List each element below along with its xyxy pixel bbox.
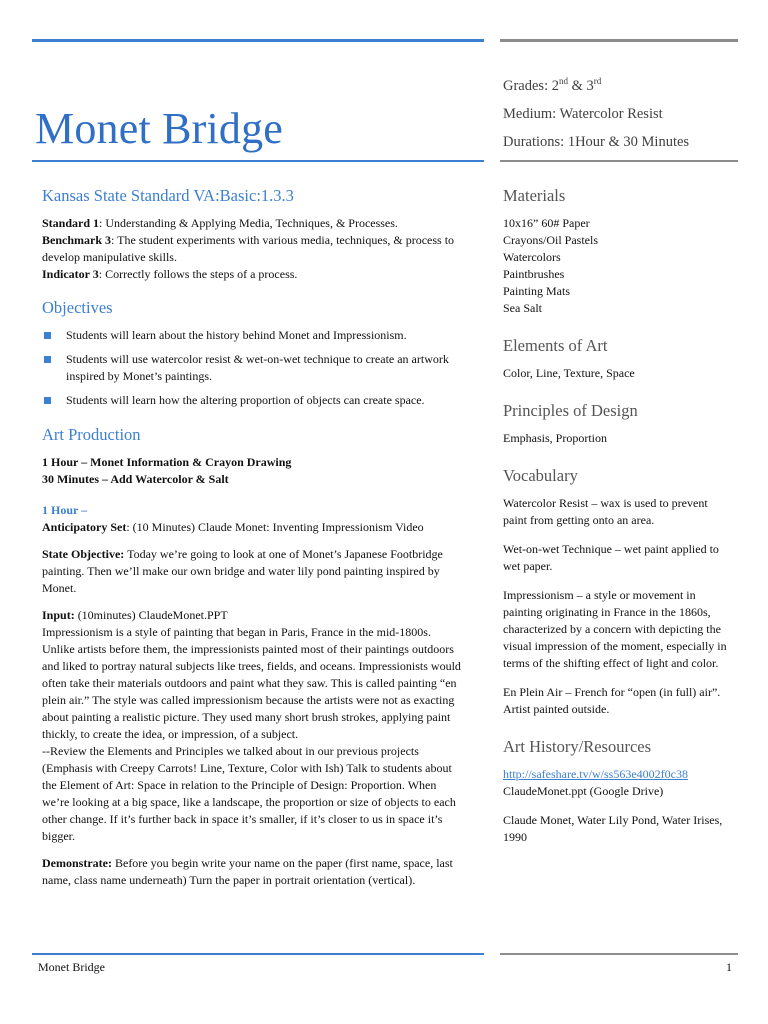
- footer-rule-left: [32, 953, 484, 955]
- meta-underline: [500, 160, 738, 162]
- input-paragraph-2: --Review the Elements and Principles we talked about in our previous projects (Emphasis with Creepy Carrots! Line, Texture, Color with Ish) Talk to students about the Element of Art: Space in relation to the Principle of Design: Proportion. When we’re looking at a big space, like a landscape, the proportion or size of objects to each other change. If it’s further back in space it’s smaller, if it’s closer to us in space it’s bigger.: [42, 744, 456, 843]
- footer-rule-right: [500, 953, 738, 955]
- principles-heading: Principles of Design: [503, 401, 638, 420]
- standard-line: Standard 1: Understanding & Applying Media, Techniques, & Processes.: [42, 216, 398, 230]
- list-item: Watercolors: [503, 250, 561, 264]
- production-line-1: 1 Hour – Monet Information & Crayon Drawing: [42, 455, 292, 469]
- vocabulary-heading: Vocabulary: [503, 466, 578, 485]
- grades-line: Grades: 2nd & 3rd: [503, 76, 602, 94]
- art-production-heading: Art Production: [42, 425, 141, 444]
- anticipatory-set: Anticipatory Set: (10 Minutes) Claude Monet: Inventing Impressionism Video: [42, 520, 424, 534]
- list-item: 10x16” 60# Paper: [503, 216, 590, 230]
- elements-heading: Elements of Art: [503, 336, 608, 355]
- production-line-2: 30 Minutes – Add Watercolor & Salt: [42, 472, 229, 486]
- indicator-line: Indicator 3: Correctly follows the steps of a process.: [42, 267, 298, 281]
- vocabulary-item: Wet-on-wet Technique – wet paint applied to wet paper.: [503, 542, 719, 573]
- vocabulary-item: En Plein Air – French for “open (in full) air”. Artist painted outside.: [503, 685, 721, 716]
- resource-link[interactable]: http://safeshare.tv/w/ss563e4002f0c38: [503, 767, 688, 781]
- resource-ppt: ClaudeMonet.ppt (Google Drive): [503, 784, 664, 798]
- principles-text: Emphasis, Proportion: [503, 431, 607, 445]
- square-bullet-icon: [44, 356, 51, 363]
- square-bullet-icon: [44, 397, 51, 404]
- resources-heading: Art History/Resources: [503, 737, 652, 756]
- list-item: Painting Mats: [503, 284, 571, 298]
- vocabulary-item: Watercolor Resist – wax is used to prevent paint from getting onto an area.: [503, 496, 708, 527]
- input-heading: Input: (10minutes) ClaudeMonet.PPT: [42, 608, 228, 622]
- vocabulary-item: Impressionism – a style or movement in painting originating in France in the 1860s, characterized by a concern with depicting the visual impression of the moment, especially in terms of the shifting effect of light and color.: [503, 588, 727, 670]
- page-title: Monet Bridge: [35, 104, 284, 153]
- list-item: Students will learn how the altering proportion of objects can create space.: [42, 392, 462, 409]
- materials-list: [503, 215, 728, 317]
- list-item: Crayons/Oil Pastels: [503, 233, 598, 247]
- title-underline: [32, 160, 484, 162]
- duration-line: Durations: 1Hour & 30 Minutes: [503, 134, 690, 150]
- objectives-heading: Objectives: [42, 298, 113, 317]
- hour-heading: 1 Hour –: [42, 503, 88, 517]
- demonstrate: Demonstrate: Before you begin write your name on the paper (first name, space, last name, class name underneath) Turn the paper in portrait orientation (vertical).: [42, 856, 453, 887]
- top-rule-right: [500, 39, 738, 42]
- page-number: 1: [726, 960, 732, 974]
- top-rule-left: [32, 39, 484, 42]
- left-column: [42, 185, 462, 889]
- list-item: Paintbrushes: [503, 267, 565, 281]
- input-paragraph-1: Impressionism is a style of painting that began in Paris, France in the mid-1800s. Unlike artists before them, the impressionists painted most of their paintings outdoors and liked to portray natural subjects like trees, fields, and oceans. Impressionists would often take their materials outdoors and paint what they saw. This is called painting “en plein air.” The style was called impressionism because the artists were not as exacting about painting a realistic picture. They used many short brush strokes, applying paint thickly, to create the idea, or impression, of a subject.: [42, 625, 461, 741]
- list-item: Students will learn about the history behind Monet and Impressionism.: [42, 327, 462, 344]
- materials-heading: Materials: [503, 186, 566, 205]
- resource-artwork: Claude Monet, Water Lily Pond, Water Irises, 1990: [503, 813, 723, 844]
- list-item: Sea Salt: [503, 301, 542, 315]
- objectives-list: [42, 327, 462, 409]
- medium-line: Medium: Watercolor Resist: [503, 106, 663, 122]
- state-objective: State Objective: Today we’re going to look at one of Monet’s Japanese Footbridge painting. Then we’ll make our own bridge and water lily pond painting inspired by Monet.: [42, 547, 443, 595]
- benchmark-line: Benchmark 3: The student experiments with various media, techniques, & process to develop manipulative skills.: [42, 233, 455, 264]
- elements-text: Color, Line, Texture, Space: [503, 366, 635, 380]
- list-item: Students will use watercolor resist & wet-on-wet technique to create an artwork inspired by Monet’s paintings.: [42, 351, 462, 385]
- footer-title: Monet Bridge: [38, 960, 105, 974]
- right-column: [503, 185, 728, 846]
- standard-heading: Kansas State Standard VA:Basic:1.3.3: [42, 186, 294, 205]
- lesson-meta: [503, 72, 689, 156]
- square-bullet-icon: [44, 332, 51, 339]
